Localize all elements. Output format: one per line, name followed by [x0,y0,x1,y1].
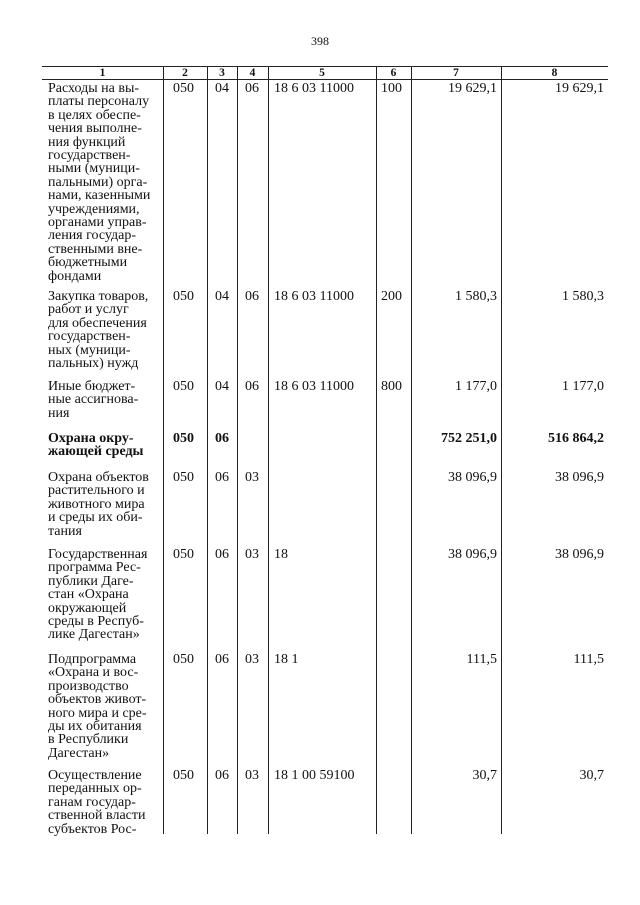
cell-c6: 200 [381,289,402,304]
row-name: Осуществление переданных ор- ганам государ- ственной власти субъектов Рос- [48,768,146,837]
cell-c8: 1 580,3 [562,289,604,304]
cell-c2: 050 [173,768,194,783]
cell-c5: 18 1 [274,652,299,667]
cell-c3: 04 [215,379,229,394]
column-header: 6 [390,67,397,79]
cell-c5: 18 6 03 11000 [274,289,354,304]
cell-c7: 1 580,3 [455,289,497,304]
cell-c8: 30,7 [579,768,604,783]
row-name: Охрана объектов растительного и животного мира и среды их оби- тания [48,470,149,539]
cell-c8: 111,5 [573,652,604,667]
cell-c5: 18 6 03 11000 [274,81,354,96]
budget-table [42,66,608,837]
row-name: Государственная программа Рес- публики Даге- стан «Охрана окружающей среды в Респуб- лике Дагестан» [48,547,148,643]
cell-c4: 06 [245,289,259,304]
column-divider [163,66,164,834]
cell-c2: 050 [173,379,194,394]
cell-c7: 19 629,1 [448,81,497,96]
cell-c8: 38 096,9 [555,547,604,562]
cell-c5: 18 1 00 59100 [274,768,355,783]
cell-c8: 516 864,2 [548,431,604,446]
column-divider [501,66,502,834]
cell-c4: 03 [245,652,259,667]
column-divider [207,66,208,834]
cell-c8: 19 629,1 [555,81,604,96]
cell-c7: 30,7 [472,768,497,783]
cell-c3: 06 [215,431,229,446]
cell-c5: 18 [274,547,288,562]
cell-c7: 111,5 [466,652,497,667]
cell-c8: 38 096,9 [555,470,604,485]
cell-c2: 050 [173,470,194,485]
cell-c4: 06 [245,81,259,96]
column-header: 2 [182,67,188,79]
cell-c4: 06 [245,379,259,394]
row-name: Охрана окру- жающей среды [48,431,144,460]
row-name: Подпрограмма «Охрана и вос- производство объектов живот- ного мира и сре- ды их обитания в Республики Дагестан» [48,652,147,761]
column-divider [411,66,412,834]
cell-c3: 06 [215,652,229,667]
cell-c4: 03 [245,547,259,562]
column-header: 4 [249,67,256,79]
column-header: 8 [551,67,558,79]
cell-c6: 100 [381,81,402,96]
cell-c3: 06 [215,547,229,562]
row-name: Иные бюджет- ные ассигнова- ния [48,379,139,421]
row-name: Закупка товаров, работ и услуг для обеспечения государствен- ных (муници- пальных) нужд [48,289,149,372]
cell-c7: 1 177,0 [455,379,497,394]
column-header: 5 [319,67,325,79]
cell-c3: 06 [215,768,229,783]
cell-c3: 04 [215,289,229,304]
cell-c2: 050 [173,81,194,96]
cell-c2: 050 [173,431,194,446]
header-bottom-border [42,79,608,80]
column-header: 3 [219,67,225,79]
column-header: 7 [453,67,459,79]
column-header: 1 [99,67,106,79]
column-divider [268,66,269,834]
cell-c2: 050 [173,652,194,667]
cell-c2: 050 [173,547,194,562]
cell-c7: 752 251,0 [441,431,497,446]
page-number: 398 [311,34,329,48]
cell-c7: 38 096,9 [448,470,497,485]
cell-c3: 06 [215,470,229,485]
column-divider [376,66,377,834]
cell-c8: 1 177,0 [562,379,604,394]
cell-c6: 800 [381,379,402,394]
cell-c7: 38 096,9 [448,547,497,562]
column-divider [237,66,238,834]
row-name: Расходы на вы- платы персоналу в целях обеспе- чения выполне- ния функций государствен- ными (муници- пальными) орга- нами, казенными учреждениями, органами управ- ления государ- ственными вне- бюджетными фондами [48,81,151,284]
cell-c4: 03 [245,470,259,485]
cell-c2: 050 [173,289,194,304]
cell-c5: 18 6 03 11000 [274,379,354,394]
cell-c3: 04 [215,81,229,96]
cell-c4: 03 [245,768,259,783]
